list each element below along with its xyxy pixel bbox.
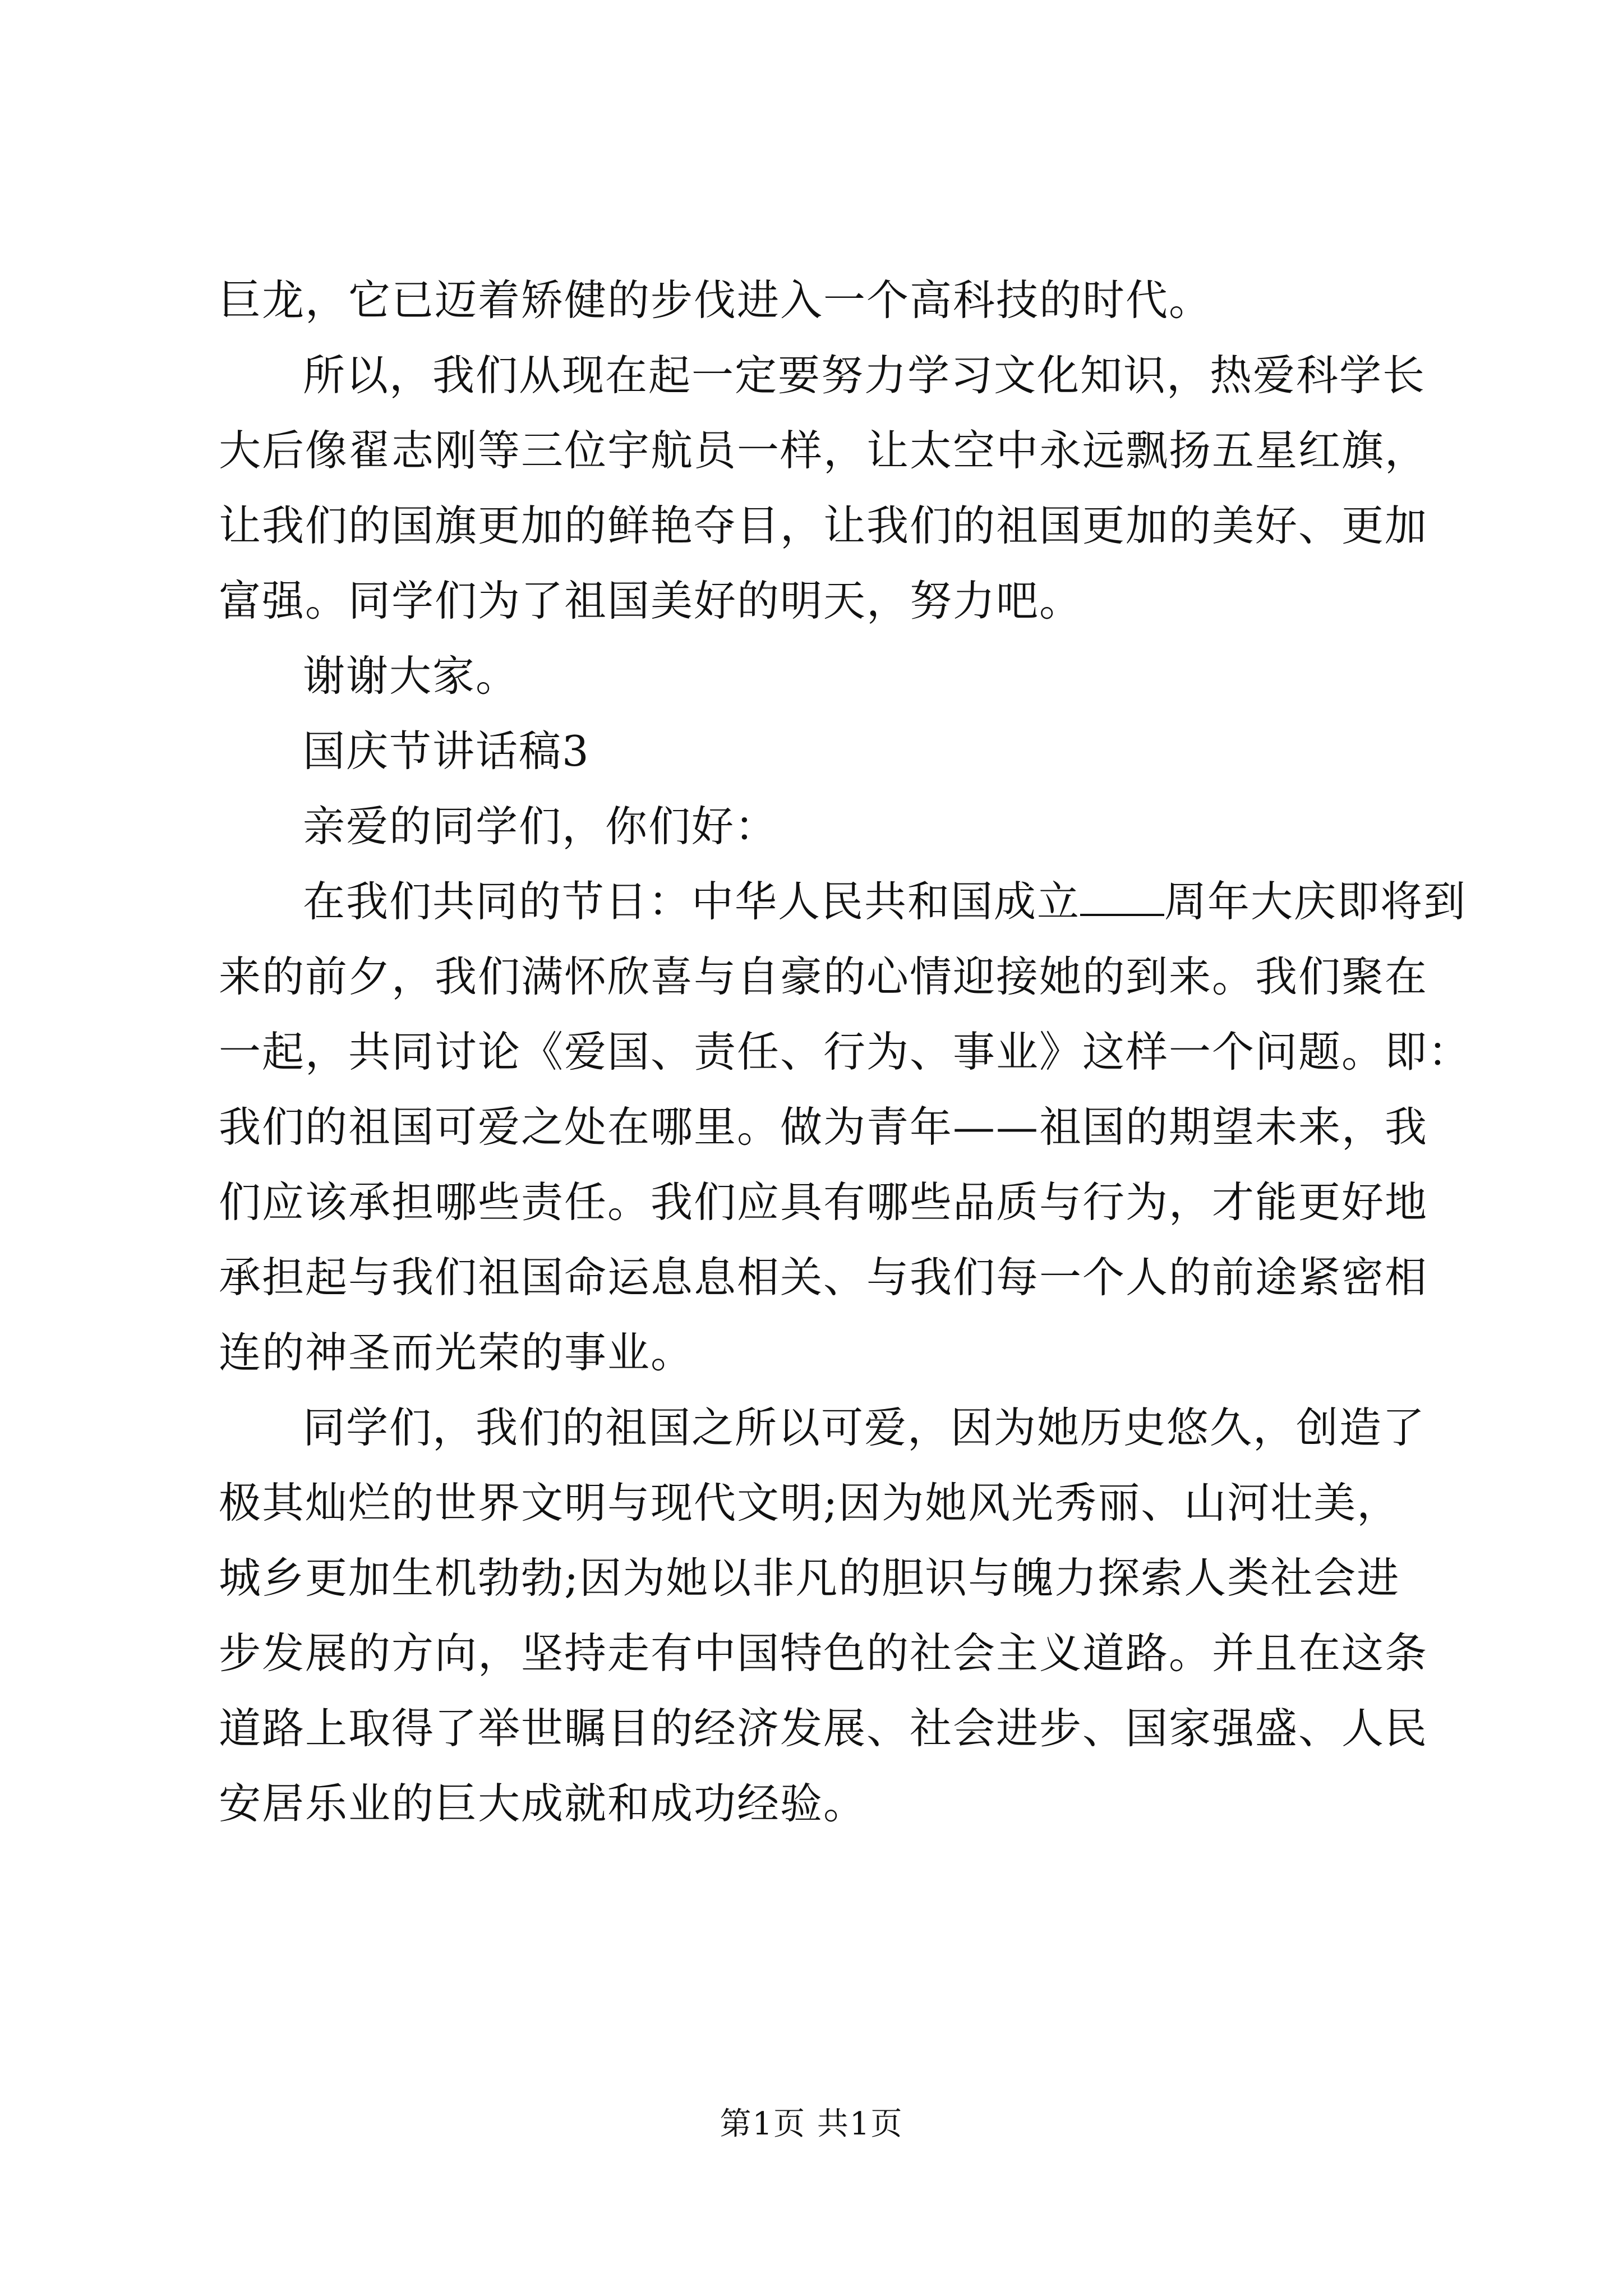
text-line: 安居乐业的巨大成就和成功经验。	[219, 1779, 867, 1828]
text-line: 步发展的方向，坚持走有中国特色的社会主义道路。并且在这条	[219, 1628, 1428, 1678]
text-line: 我们的祖国可爱之处在哪里。做为青年——祖国的期望未来，我	[219, 1102, 1428, 1152]
text-line: 一起，共同讨论《爱国、责任、行为、事业》这样一个问题。即：	[219, 1027, 1472, 1076]
text-line: 大后像翟志刚等三位宇航员一样，让太空中永远飘扬五星红旗，	[219, 426, 1428, 475]
text-line: 巨龙，它已迈着矫健的步伐进入一个高科技的时代。	[219, 275, 1212, 325]
text-line: 道路上取得了举世瞩目的经济发展、社会进步、国家强盛、人民	[219, 1704, 1428, 1753]
text-segment: 在我们共同的节日：中华人民共和国成立	[303, 877, 1081, 926]
text-line: 所以，我们从现在起一定要努力学习文化知识，热爱科学长	[303, 351, 1426, 400]
text-line: 让我们的国旗更加的鲜艳夺目，让我们的祖国更加的美好、更加	[219, 501, 1428, 550]
text-line	[303, 876, 1467, 927]
text-line: 城乡更加生机勃勃;因为她以非凡的胆识与魄力探索人类社会进	[219, 1553, 1400, 1603]
closing-line: 谢谢大家。	[303, 651, 519, 701]
text-line: 承担起与我们祖国命运息息相关、与我们每一个人的前途紧密相	[219, 1253, 1428, 1302]
fill-in-blank	[1080, 880, 1164, 916]
section-heading: 国庆节讲话稿3	[303, 726, 590, 776]
page-number-footer: 第1页 共1页	[720, 2106, 903, 2142]
greeting-line: 亲爱的同学们，你们好：	[303, 802, 778, 851]
text-segment: 周年大庆即将到	[1164, 877, 1467, 926]
text-line: 连的神圣而光荣的事业。	[219, 1328, 694, 1377]
text-line: 们应该承担哪些责任。我们应具有哪些品质与行为，才能更好地	[219, 1177, 1428, 1227]
text-line: 来的前夕，我们满怀欣喜与自豪的心情迎接她的到来。我们聚在	[219, 952, 1428, 1001]
text-line: 富强。同学们为了祖国美好的明天，努力吧。	[219, 576, 1083, 625]
text-line: 极其灿烂的世界文明与现代文明;因为她风光秀丽、山河壮美，	[219, 1478, 1400, 1527]
text-line: 同学们，我们的祖国之所以可爱，因为她历史悠久，创造了	[303, 1403, 1426, 1452]
